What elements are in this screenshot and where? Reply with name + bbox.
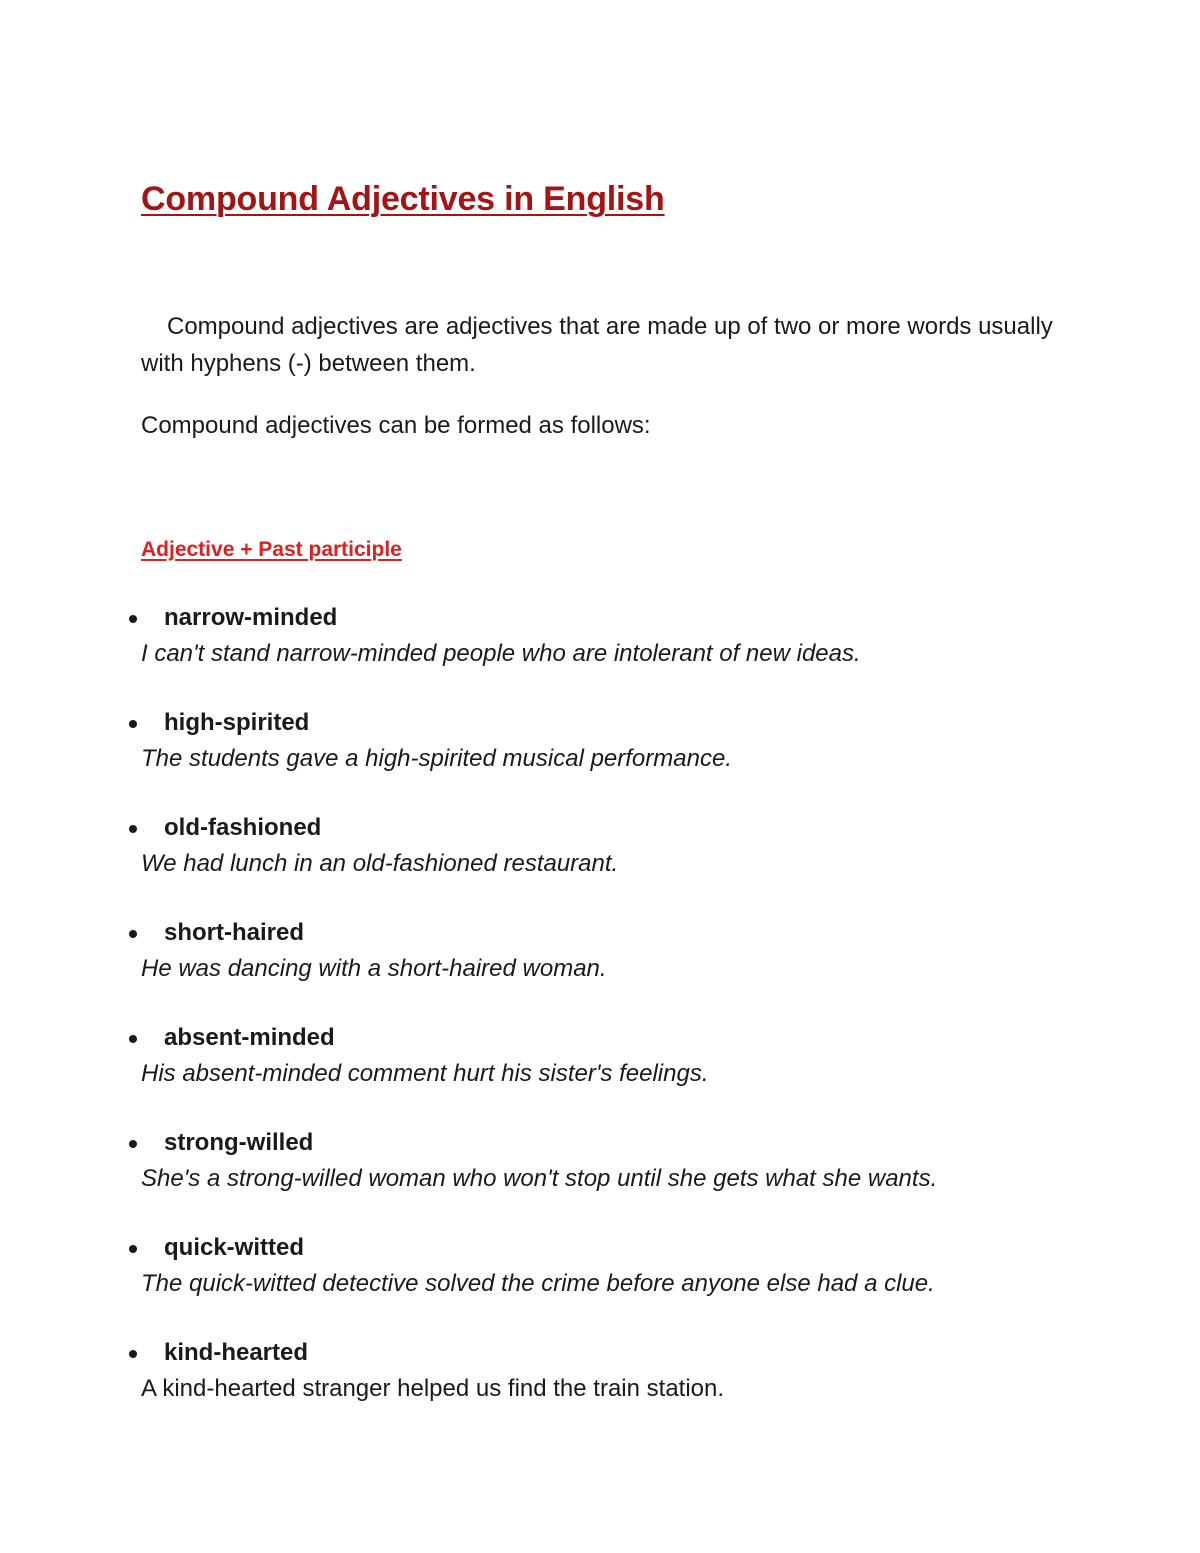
adjective-term: kind-hearted [164, 1339, 309, 1366]
bullet-icon [129, 1245, 137, 1253]
section-heading: Adjective + Past participle [141, 538, 402, 561]
example-sentence: The quick-witted detective solved the crime before anyone else had a clue. [141, 1270, 935, 1297]
adjective-term: quick-witted [164, 1234, 305, 1261]
bullet-icon [129, 930, 137, 938]
bullet-icon [129, 1350, 137, 1358]
example-sentence: I can't stand narrow-minded people who are intolerant of new ideas. [141, 640, 861, 667]
bullet-icon [129, 720, 137, 728]
adjective-term: old-fashioned [164, 814, 322, 841]
intro-paragraph: Compound adjectives are adjectives that are made up of two or more words usually with hyphens (-) between them. [141, 313, 1053, 377]
adjective-term: absent-minded [164, 1024, 335, 1051]
adjective-term: strong-willed [164, 1129, 314, 1156]
formation-intro: Compound adjectives can be formed as follows: [141, 412, 651, 439]
bullet-icon [129, 1140, 137, 1148]
example-sentence: His absent-minded comment hurt his sister's feelings. [141, 1060, 709, 1087]
document-title: Compound Adjectives in English [141, 180, 665, 218]
bullet-icon [129, 1035, 137, 1043]
example-sentence: A kind-hearted stranger helped us find the train station. [141, 1375, 725, 1402]
adjective-term: short-haired [164, 919, 305, 946]
example-sentence: She's a strong-willed woman who won't stop until she gets what she wants. [141, 1165, 938, 1192]
example-sentence: We had lunch in an old-fashioned restaurant. [141, 850, 619, 877]
bullet-icon [129, 825, 137, 833]
example-sentence: The students gave a high-spirited musical performance. [141, 745, 732, 772]
bullet-icon [129, 615, 137, 623]
adjective-term: high-spirited [164, 709, 310, 736]
adjective-term: narrow-minded [164, 604, 338, 631]
example-sentence: He was dancing with a short-haired woman. [141, 955, 607, 982]
